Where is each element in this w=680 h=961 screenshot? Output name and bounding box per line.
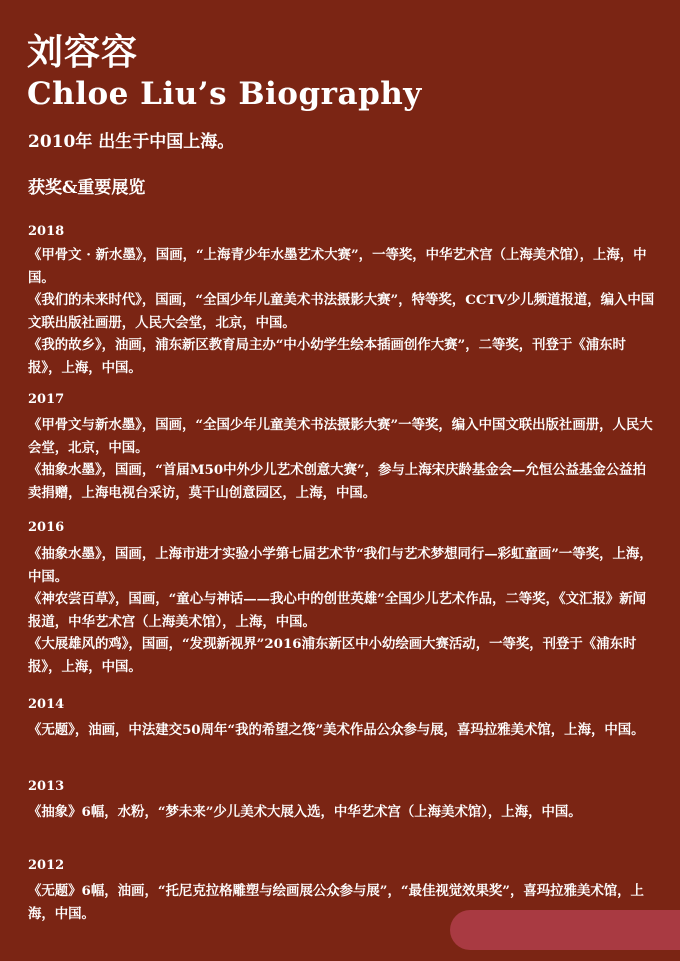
- year-label: 2017: [28, 392, 65, 407]
- chinese-name-title: 刘容容: [27, 32, 139, 73]
- year-label: 2014: [28, 697, 65, 712]
- year-label: 2018: [28, 224, 65, 239]
- award-entry: 《甲骨文 · 新水墨》，国画，“上海青少年水墨艺术大赛”，一等奖，中华艺术宫（上海美术馆），上海，中国。: [28, 247, 647, 286]
- award-entry: 《神农尝百草》，国画，“童心与神话——我心中的创世英雄”全国少儿艺术作品，二等奖，《文汇报》新闻报道，中华艺术宫（上海美术馆），上海，中国。: [28, 591, 646, 630]
- award-entry: 《我们的未来时代》，国画，“全国少年儿童美术书法摄影大赛”，特等奖，CCTV少儿频道报道，编入中国文联出版社画册，人民大会堂，北京，中国。: [28, 292, 655, 331]
- award-entry: 《大展雄风的鸡》，国画，“发现新视界”2016浦东新区中小幼绘画大赛活动，一等奖，刊登于《浦东时报》，上海，中国。: [28, 636, 637, 675]
- award-entry: 《甲骨文与新水墨》，国画，“全国少年儿童美术书法摄影大赛”一等奖，编入中国文联出版社画册，人民大会堂，北京，中国。: [28, 417, 653, 456]
- year-block-2013: [28, 779, 656, 824]
- redaction-mark: [450, 910, 680, 950]
- award-entry: 《我的故乡》，油画，浦东新区教育局主办“中小幼学生绘本插画创作大赛”，二等奖，刊登于《浦东时报》，上海，中国。: [28, 337, 626, 376]
- award-entry: 《无题》，油画，中法建交50周年“我的希望之筏”美术作品公众参与展，喜玛拉雅美术馆，上海，中国。: [28, 722, 645, 738]
- year-block-2016: [28, 520, 656, 678]
- year-block-2018: [28, 224, 656, 379]
- birth-statement: 2010年 出生于中国上海。: [28, 132, 235, 152]
- award-entry: 《抽象水墨》，国画，上海市进才实验小学第七届艺术节“我们与艺术梦想同行—彩虹童画”一等奖，上海，中国。: [28, 546, 653, 585]
- awards-section-heading: 获奖&重要展览: [28, 178, 146, 198]
- award-entry: 《无题》6幅，油画，“托尼克拉格雕塑与绘画展公众参与展”，“最佳视觉效果奖”，喜玛拉雅美术馆，上海，中国。: [28, 883, 644, 922]
- year-label: 2012: [28, 858, 65, 873]
- award-entry: 《抽象》6幅，水粉，“梦未来”少儿美术大展入选，中华艺术宫（上海美术馆），上海，中国。: [28, 804, 582, 820]
- award-entry: 《抽象水墨》，国画，“首届M50中外少儿艺术创意大赛”，参与上海宋庆龄基金会—允恒公益基金公益拍卖捐赠，上海电视台采访，莫干山创意园区，上海，中国。: [28, 462, 646, 501]
- year-label: 2013: [28, 779, 65, 794]
- english-name-title: Chloe Liu’s Biography: [27, 76, 422, 112]
- year-block-2014: [28, 697, 656, 742]
- year-label: 2016: [28, 520, 65, 535]
- year-block-2017: [28, 392, 656, 504]
